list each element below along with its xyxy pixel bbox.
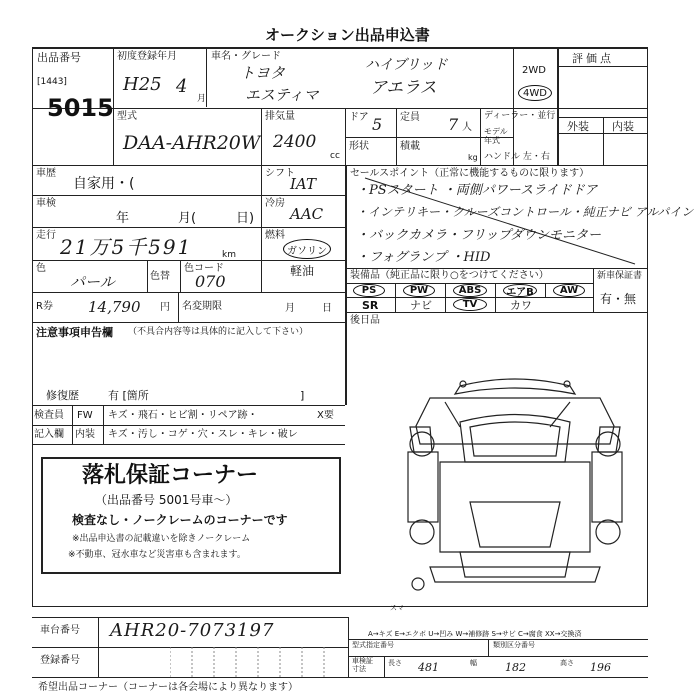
damage-legend: A→キズ E→エクボ U→凹み W→補修跡 S→サビ C→腐食 XX→交換済 bbox=[368, 630, 582, 638]
notes-label: 注意事項申告欄 bbox=[36, 326, 113, 339]
car-diagram bbox=[400, 372, 630, 602]
lot-label: 出品番号 bbox=[37, 51, 81, 64]
first-reg-unit: 月 bbox=[197, 94, 207, 104]
inspection-label: 車検 bbox=[36, 198, 56, 209]
usage-value: 自家用・( bbox=[73, 176, 135, 192]
sales-points-label: セールスポイント（正常に機能するものに限ります） bbox=[350, 168, 590, 179]
equip-airbag: エアB bbox=[503, 284, 537, 297]
dimensions-label: 車検証 寸法 bbox=[352, 657, 373, 673]
score-exterior: 外装 bbox=[567, 120, 589, 133]
color-code-value: 070 bbox=[195, 272, 226, 291]
sales-point-4: ・フォグランプ ・HID bbox=[356, 250, 491, 265]
inspection-day: 日) bbox=[236, 211, 255, 226]
displacement-label: 排気量 bbox=[265, 111, 295, 122]
registration-label: 登録番号 bbox=[40, 655, 80, 666]
registration-grid bbox=[170, 647, 348, 677]
inspector-label2: 記入欄 bbox=[34, 429, 64, 440]
width-value: 182 bbox=[505, 661, 526, 674]
car-label: 車名・グレード bbox=[211, 51, 281, 62]
inspection-month: 月( bbox=[178, 211, 197, 226]
repair-value: 有 [箇所 bbox=[108, 389, 149, 402]
shape-label: 形状 bbox=[349, 141, 369, 152]
length-value: 481 bbox=[418, 661, 439, 674]
sales-point-3: ・バックカメラ・フリップダウンモニター bbox=[356, 228, 602, 243]
car-model: エスティマ bbox=[245, 86, 319, 104]
mileage-unit: km bbox=[222, 250, 236, 260]
capacity-label: 定員 bbox=[400, 112, 420, 123]
equip-pw: PW bbox=[403, 284, 435, 297]
color-code-label: 色コード bbox=[184, 263, 224, 274]
type-label: 型式 bbox=[117, 111, 137, 122]
type-designation-label: 型式指定番号 bbox=[352, 641, 394, 649]
shift-label: シフト bbox=[265, 168, 295, 179]
type-value: DAA-AHR20W bbox=[123, 132, 261, 154]
usage-label: 車歴 bbox=[36, 168, 56, 179]
equip-aw: AW bbox=[553, 284, 585, 297]
capacity-value: 7 bbox=[448, 115, 459, 134]
door-value: 5 bbox=[372, 115, 383, 134]
lot-sub: [1443] bbox=[37, 77, 67, 87]
diagram-smart: スマ bbox=[390, 604, 404, 612]
score-label: 評価点 bbox=[572, 52, 614, 65]
guarantee-title: 落札保証コーナー bbox=[82, 463, 259, 488]
guarantee-sub: （出品番号 5001号車～） bbox=[95, 493, 238, 507]
repair-end: ] bbox=[300, 389, 305, 402]
shift-value: IAT bbox=[290, 175, 316, 193]
height-label: 高さ bbox=[560, 659, 574, 667]
model-year-label: モデル 年式 bbox=[484, 127, 508, 145]
guarantee-line2: ※出品申込書の記載違いを除きノークレーム bbox=[72, 534, 251, 544]
inspector-row1: キズ・飛石・ヒビ割・リペア跡・ bbox=[108, 410, 258, 421]
drive-2wd: 2WD bbox=[522, 65, 546, 76]
equip-sr: SR bbox=[362, 299, 379, 312]
color-value: パール bbox=[70, 273, 115, 291]
inspector-interior: 内装 bbox=[75, 429, 95, 440]
displacement-value: 2400 bbox=[273, 132, 317, 152]
inspection-year: 年 bbox=[116, 211, 130, 226]
name-change-month: 月 bbox=[285, 303, 295, 314]
mileage-label: 走行 bbox=[36, 230, 56, 241]
fuel-diesel: 軽油 bbox=[290, 264, 315, 278]
first-reg-label: 初度登録年月 bbox=[117, 51, 177, 62]
width-label: 幅 bbox=[470, 659, 477, 667]
warranty-value: 有・無 bbox=[600, 292, 637, 306]
color-label: 色 bbox=[36, 263, 46, 274]
inspector-label: 検査員 bbox=[34, 410, 64, 421]
equip-tv: TV bbox=[453, 298, 487, 311]
chassis-value: AHR20-7073197 bbox=[110, 620, 275, 641]
inspector-row1-end: X要 bbox=[317, 410, 334, 421]
recycle-label: R券 bbox=[36, 301, 53, 312]
sales-strike bbox=[345, 176, 648, 268]
notes-sub: （不具合内容等は具体的に記入して下さい） bbox=[128, 327, 309, 337]
recycle-value: 14,790 bbox=[88, 298, 141, 316]
repair-label: 修復歴 bbox=[46, 389, 79, 402]
sales-point-1: ・PSスタート ・両側パワースライドドア bbox=[356, 183, 598, 198]
car-grade1: ハイブリッド bbox=[365, 57, 448, 73]
warranty-label: 新車保証書 bbox=[597, 271, 643, 281]
first-reg-month: 4 bbox=[176, 76, 188, 97]
fuel-gasoline: ガソリン bbox=[283, 239, 331, 259]
cooler-label: 冷房 bbox=[265, 198, 285, 209]
drive-4wd: 4WD bbox=[518, 85, 552, 101]
first-reg-era: H25 bbox=[123, 74, 162, 95]
car-maker: トヨタ bbox=[240, 64, 286, 82]
equip-leather: カワ bbox=[510, 299, 532, 312]
name-change-day: 日 bbox=[322, 303, 332, 314]
door-label: ドア bbox=[349, 112, 369, 123]
guarantee-line1: 検査なし・ノークレームのコーナーです bbox=[72, 513, 288, 527]
load-unit: kg bbox=[468, 153, 478, 162]
handle-label: ハンドル 左・右 bbox=[484, 152, 550, 162]
inspector-row2: キズ・汚し・コゲ・穴・スレ・キレ・破レ bbox=[108, 429, 298, 440]
recycle-unit: 円 bbox=[160, 302, 170, 313]
name-change-label: 名変期限 bbox=[182, 301, 222, 312]
equipment-label: 装備品（純正品に限り○をつけてください） bbox=[350, 270, 549, 281]
footer-label: 希望出品コーナー（コーナーは各会場により異なります） bbox=[38, 682, 298, 693]
capacity-unit: 人 bbox=[462, 122, 472, 133]
load-label: 積載 bbox=[400, 141, 420, 152]
color-change-label: 色替 bbox=[150, 271, 170, 282]
lot-number: 5015 bbox=[47, 94, 114, 122]
equip-abs: ABS bbox=[453, 284, 487, 297]
class-number-label: 類別区分番号 bbox=[493, 641, 535, 649]
height-value: 196 bbox=[590, 661, 611, 674]
dealer-label: ディーラー・並行 bbox=[484, 111, 556, 121]
car-grade2: アエラス bbox=[370, 78, 437, 98]
form-title: オークション出品申込書 bbox=[265, 26, 430, 44]
equip-navi: ナビ bbox=[410, 299, 432, 312]
displacement-unit: cc bbox=[330, 151, 340, 161]
chassis-label: 車台番号 bbox=[40, 625, 80, 636]
cooler-value: AAC bbox=[290, 205, 324, 223]
fuel-label: 燃料 bbox=[265, 230, 285, 241]
inspector-fw: FW bbox=[77, 410, 93, 421]
score-interior: 内装 bbox=[612, 120, 634, 133]
sales-point-2: ・インテリキー・クルーズコントロール・純正ナビ アルパイン bbox=[356, 205, 694, 219]
length-label: 長さ bbox=[388, 659, 402, 667]
guarantee-line3: ※不動車、冠水車など災害車も含まれます。 bbox=[68, 550, 246, 560]
rear-seat-label: 後日品 bbox=[350, 315, 380, 326]
equip-ps: PS bbox=[353, 284, 385, 297]
mileage-value: 21万5千591 bbox=[60, 235, 193, 259]
